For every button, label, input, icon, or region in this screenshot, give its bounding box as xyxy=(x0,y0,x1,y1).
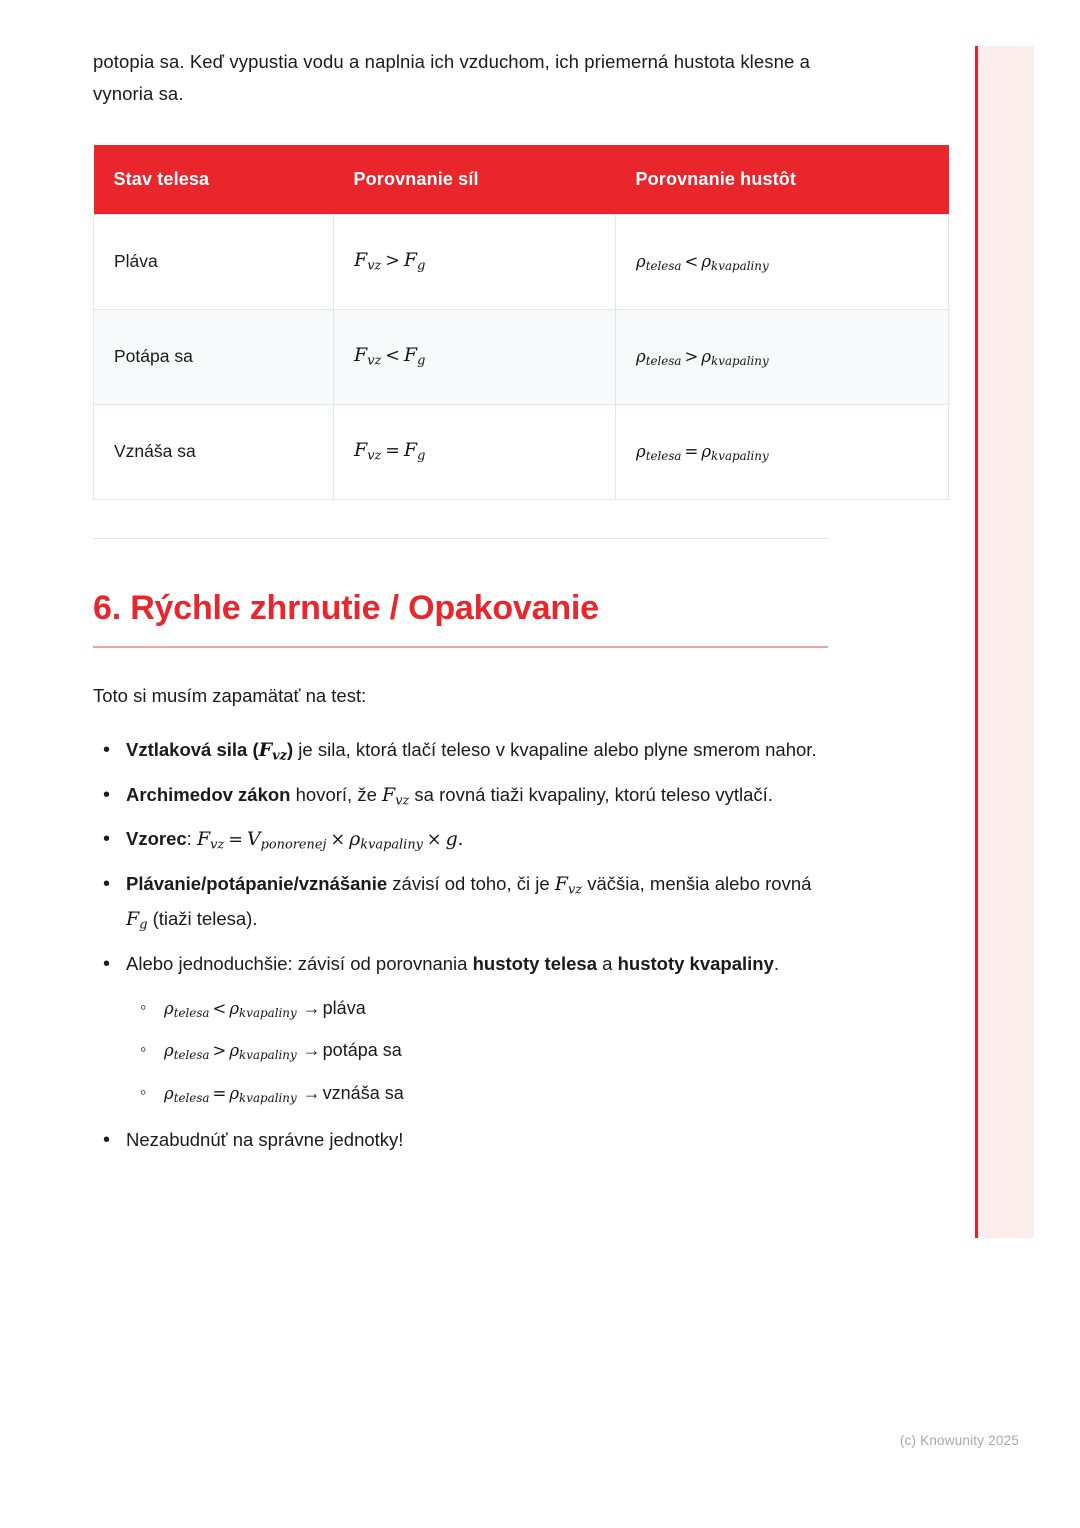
summary-list xyxy=(93,733,828,1157)
sub-bullet-result: potápa sa xyxy=(322,1040,402,1061)
copyright-footer: (c) Knowunity 2025 xyxy=(899,1433,1019,1448)
bullet-text-before: závisí od toho, či je xyxy=(387,872,555,894)
bullet-text-mid: a xyxy=(597,952,618,974)
arrow-icon: → xyxy=(302,1082,321,1103)
list-item xyxy=(93,822,828,858)
table-row xyxy=(94,214,949,309)
buoyancy-states-table xyxy=(93,145,949,500)
summary-lead: Toto si musím zapamätať na test: xyxy=(93,684,367,706)
cell-forces xyxy=(334,214,616,309)
column-header-densities: Porovnanie hustôt xyxy=(616,145,949,215)
bullet-text-before: hovorí, že xyxy=(290,783,383,805)
bullet-text-after: (tiaži telesa). xyxy=(147,908,258,930)
bullet-text-before: : xyxy=(186,828,197,850)
cell-densities xyxy=(616,214,949,309)
density-comparison-formula: $\rho_{telesa} = \rho_{kvapaliny}$ xyxy=(636,441,769,463)
bullet-text-mid: väčšia, menšia alebo rovná xyxy=(582,872,812,894)
bullet-text-start: Alebo jednoduchšie: závisí od porovnania xyxy=(126,952,473,974)
density-comparison-formula: $\rho_{telesa} > \rho_{kvapaliny}$ xyxy=(636,346,769,368)
intro-paragraph: potopia sa. Keď vypustia vodu a naplnia ich vzduchom, ich priemerná hustota klesne a vynoria sa. xyxy=(93,51,811,105)
bullet-bold-tail: ) xyxy=(287,739,294,761)
density-comparison-formula: $\rho_{telesa} = \rho_{kvapaliny}$ xyxy=(164,1083,297,1105)
bullet-bold-lead: Vztlaková sila ( xyxy=(126,739,259,761)
formula-sub: vz xyxy=(395,793,410,809)
cell-state: Pláva xyxy=(94,214,334,309)
formula-sub: vz xyxy=(567,882,583,898)
column-header-state: Stav telesa xyxy=(94,145,334,215)
cell-forces xyxy=(334,404,616,499)
bullet-bold-b: hustoty kvapaliny xyxy=(617,952,774,974)
page-side-rail xyxy=(975,46,1034,1238)
bullet-text-after: sa rovná tiaži kvapaliny, ktorú teleso vytlačí. xyxy=(409,783,773,805)
list-item xyxy=(93,1123,828,1157)
table-header xyxy=(94,145,949,215)
list-item xyxy=(93,867,828,938)
formula-var: F xyxy=(554,872,568,895)
list-item xyxy=(126,1072,828,1114)
page-title: 6. Rýchle zhrnutie / Opakovanie xyxy=(93,588,599,627)
table-body xyxy=(94,214,949,499)
arrow-icon: → xyxy=(302,1040,321,1061)
bullet-text: Nezabudnúť na správne jednotky! xyxy=(126,1128,404,1150)
force-comparison-formula: $F_{vz} = F_g$ xyxy=(354,439,426,465)
formula-var: F xyxy=(258,739,273,762)
list-item xyxy=(93,778,828,814)
bullet-bold-lead: Vzorec xyxy=(126,828,187,850)
table-row xyxy=(94,404,949,499)
formula-sub: vz xyxy=(272,748,287,764)
force-comparison-formula: $F_{vz} < F_g$ xyxy=(354,344,426,370)
bullet-text: je sila, ktorá tlačí teleso v kvapaline alebo plyne smerom nahor. xyxy=(293,739,817,761)
document-content xyxy=(93,46,828,1166)
section-divider xyxy=(93,538,828,539)
density-comparison-formula: $\rho_{telesa} > \rho_{kvapaliny}$ xyxy=(164,1041,297,1063)
density-comparison-sublist xyxy=(126,987,828,1114)
table-header-row xyxy=(94,145,949,215)
cell-state: Potápa sa xyxy=(94,309,334,404)
cell-densities xyxy=(616,404,949,499)
formula-sub-2: g xyxy=(139,917,148,933)
cell-forces xyxy=(334,309,616,404)
list-item xyxy=(126,1029,828,1071)
sub-bullet-result: vznáša sa xyxy=(322,1082,404,1103)
density-comparison-formula: $\rho_{telesa} < \rho_{kvapaliny}$ xyxy=(164,998,297,1020)
cell-densities xyxy=(616,309,949,404)
arrow-icon: → xyxy=(302,997,321,1018)
bullet-bold-lead: Archimedov zákon xyxy=(126,783,291,805)
formula-var: F xyxy=(382,783,396,806)
bullet-bold-a: hustoty telesa xyxy=(472,952,598,974)
list-item xyxy=(126,987,828,1029)
sub-bullet-result: pláva xyxy=(322,997,366,1018)
title-underline xyxy=(93,646,828,648)
buoyancy-formula: $F_{vz} = V_{ponorenej} \times \rho_{kvapaliny} \times g$. xyxy=(196,828,464,853)
table-row xyxy=(94,309,949,404)
list-item xyxy=(93,947,828,1114)
force-comparison-formula: $F_{vz} > F_g$ xyxy=(354,249,426,275)
list-item xyxy=(93,733,828,769)
column-header-forces: Porovnanie síl xyxy=(334,145,616,215)
cell-state: Vznáša sa xyxy=(94,404,334,499)
formula-var-2: F xyxy=(126,908,140,931)
density-comparison-formula: $\rho_{telesa} < \rho_{kvapaliny}$ xyxy=(636,251,769,273)
bullet-text-end: . xyxy=(773,952,779,974)
bullet-bold-lead: Plávanie/potápanie/vznášanie xyxy=(126,872,388,894)
